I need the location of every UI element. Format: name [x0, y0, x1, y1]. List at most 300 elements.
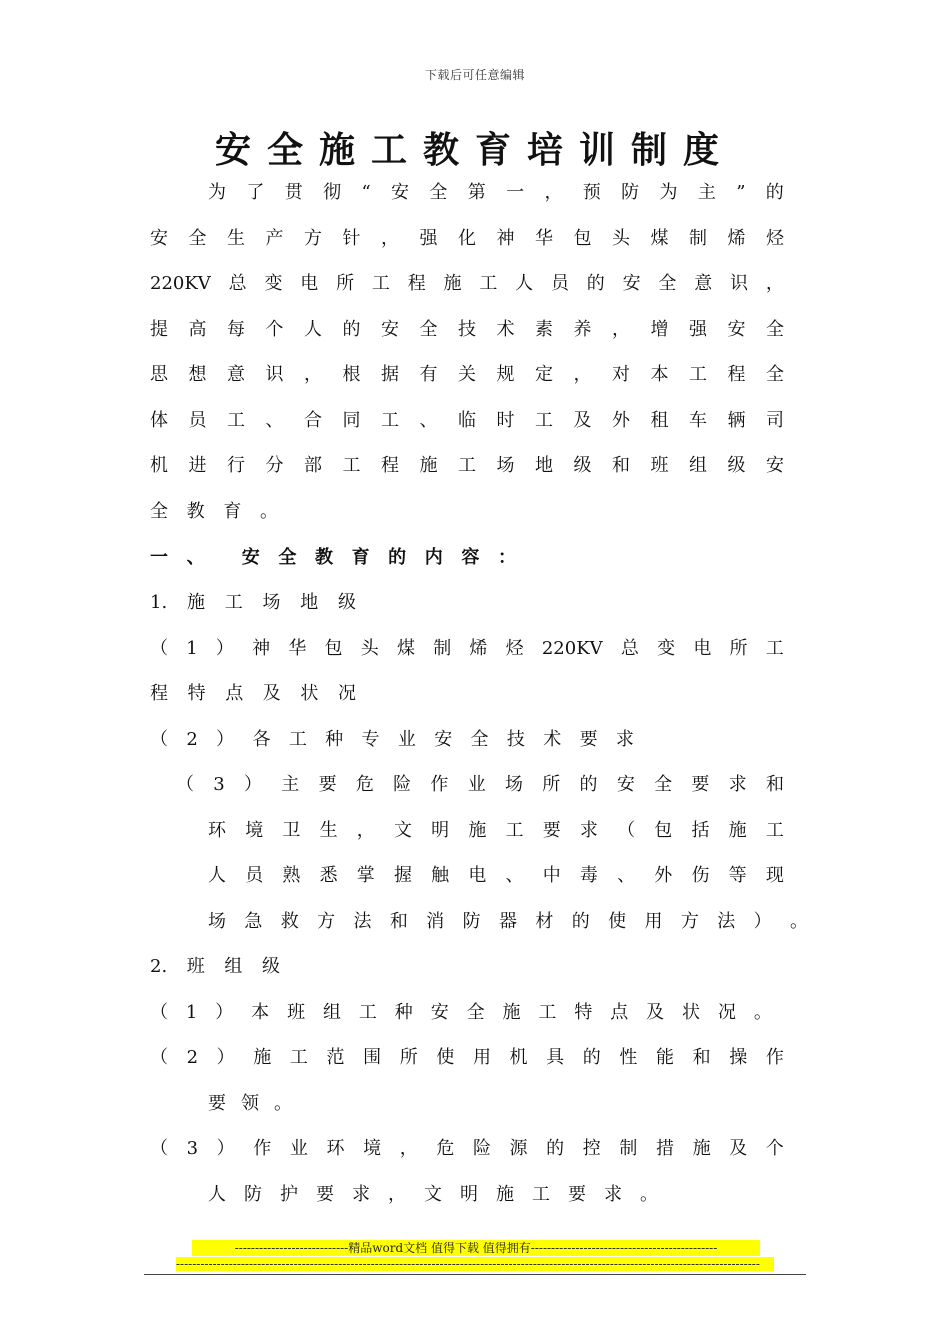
line-glyph: 特 [574, 1002, 593, 1023]
line-glyph: 个 [765, 1138, 784, 1159]
line-glyph: 操 [729, 1047, 748, 1068]
line-glyph: 的 [388, 547, 407, 568]
line-glyph: 高 [188, 319, 207, 340]
body-line [208, 1180, 878, 1210]
line-glyph: 烯 [727, 228, 746, 249]
line-glyph: 对 [612, 364, 630, 385]
line-glyph: 安 [434, 729, 453, 750]
line-glyph: 术 [496, 319, 515, 340]
line-glyph: 种 [325, 729, 344, 750]
body-line [150, 224, 820, 254]
line-glyph: 强 [419, 228, 438, 249]
line-glyph: 方 [304, 228, 322, 249]
line-glyph: 施 [468, 820, 487, 841]
line-glyph: ， [399, 1138, 418, 1159]
line-glyph: 要 [542, 820, 561, 841]
body-line [150, 497, 820, 527]
line-glyph: 和 [612, 455, 630, 476]
line-glyph: 人 [515, 273, 534, 294]
line-glyph: 全 [466, 1002, 485, 1023]
line-glyph: 文 [424, 1184, 442, 1205]
line-glyph: （ [150, 729, 168, 750]
line-glyph: 员 [245, 865, 264, 886]
line-glyph: 教 [314, 547, 333, 568]
line-glyph: 措 [655, 1138, 674, 1159]
line-glyph: 熟 [282, 865, 301, 886]
line-glyph: 安 [381, 319, 399, 340]
line-glyph: 要 [316, 1184, 334, 1205]
footer-dash-line: ------------------------------------------------------------------------------------------------------------------------------------------------ [176, 1257, 774, 1271]
line-glyph: 防 [462, 911, 481, 932]
line-glyph: 施 [253, 1047, 272, 1068]
line-glyph: 组 [689, 455, 707, 476]
line-glyph: 工 [224, 592, 243, 613]
line-glyph: 组 [322, 1002, 341, 1023]
line-glyph: 全 [470, 729, 489, 750]
line-glyph: 掌 [356, 865, 375, 886]
line-glyph: 技 [458, 319, 476, 340]
line-glyph: 施 [186, 592, 205, 613]
line-glyph: 环 [208, 820, 226, 841]
line-glyph: 的 [579, 774, 598, 795]
line-glyph: 华 [288, 638, 307, 659]
line-glyph: 环 [326, 1138, 345, 1159]
body-line [150, 360, 820, 390]
line-glyph: 全 [766, 319, 784, 340]
line-glyph: 生 [319, 820, 338, 841]
line-glyph: 安 [622, 273, 641, 294]
line-glyph: 、 [505, 865, 524, 886]
line-glyph: 2 [186, 1047, 199, 1068]
line-glyph: 变 [264, 273, 283, 294]
line-glyph: 和 [765, 774, 784, 795]
line-glyph: 求 [615, 729, 634, 750]
line-glyph: 育 [223, 501, 242, 522]
line-glyph: 防 [244, 1184, 262, 1205]
line-glyph: 外 [654, 865, 673, 886]
line-glyph: 素 [535, 319, 553, 340]
line-glyph: 作 [765, 1047, 784, 1068]
line-glyph: 所 [729, 638, 748, 659]
line-glyph: 伤 [691, 865, 710, 886]
line-glyph: 2. [150, 956, 168, 977]
line-glyph: 全 [150, 501, 168, 522]
line-glyph: 同 [342, 410, 361, 431]
line-glyph: 想 [188, 364, 207, 385]
line-glyph: 险 [393, 774, 412, 795]
line-glyph: 要 [568, 1184, 586, 1205]
line-glyph: 要 [318, 774, 337, 795]
line-glyph: 烃 [766, 228, 784, 249]
line-glyph: 养 [573, 319, 592, 340]
line-glyph: 控 [582, 1138, 601, 1159]
body-line [150, 588, 820, 618]
line-glyph: 施 [728, 820, 747, 841]
line-glyph: 员 [188, 410, 207, 431]
line-glyph: 根 [342, 364, 361, 385]
line-glyph: 机 [150, 455, 168, 476]
line-glyph: 主 [281, 774, 300, 795]
line-glyph: 工 [538, 1002, 557, 1023]
line-glyph: 毒 [579, 865, 598, 886]
line-glyph: 包 [654, 820, 673, 841]
line-glyph: 境 [363, 1138, 382, 1159]
line-glyph: 工 [288, 729, 307, 750]
line-glyph: 220KV [541, 638, 603, 659]
line-glyph: 器 [499, 911, 517, 932]
line-glyph: 工 [689, 364, 707, 385]
line-glyph: 一 [150, 547, 168, 568]
line-glyph: ） [216, 729, 235, 750]
line-glyph: 作 [430, 774, 449, 795]
line-glyph: 辆 [727, 410, 746, 431]
line-glyph: 源 [509, 1138, 528, 1159]
line-glyph: 神 [252, 638, 271, 659]
line-glyph: 施 [496, 1184, 514, 1205]
line-glyph: 安 [391, 182, 409, 203]
body-line [176, 770, 846, 800]
line-glyph: “ [361, 182, 371, 203]
line-glyph: ， [304, 364, 322, 385]
line-glyph: 每 [227, 319, 245, 340]
line-glyph: 围 [363, 1047, 382, 1068]
line-glyph: 强 [689, 319, 707, 340]
line-glyph: 提 [150, 319, 168, 340]
line-glyph: 头 [360, 638, 379, 659]
line-glyph: 能 [655, 1047, 674, 1068]
line-glyph: 工 [227, 410, 245, 431]
line-glyph: 组 [224, 956, 243, 977]
footer-rule [144, 1274, 806, 1275]
line-glyph: 施 [419, 455, 438, 476]
line-glyph: 专 [361, 729, 380, 750]
body-line [150, 952, 820, 982]
line-glyph: 及 [646, 1002, 665, 1023]
line-glyph: 业 [397, 729, 416, 750]
line-glyph: 程 [381, 455, 399, 476]
line-glyph: （ [150, 1138, 168, 1159]
line-glyph: 、 [419, 410, 438, 431]
body-line [150, 1043, 820, 1073]
line-glyph: 工 [381, 410, 399, 431]
line-glyph: 教 [186, 501, 205, 522]
line-glyph: 作 [253, 1138, 272, 1159]
line-glyph: 工 [458, 455, 476, 476]
line-glyph: 个 [265, 319, 284, 340]
line-glyph: 预 [582, 182, 601, 203]
line-glyph: 安 [430, 1002, 449, 1023]
line-glyph: 全 [419, 319, 438, 340]
line-glyph: 点 [225, 683, 244, 704]
line-glyph: ） [216, 1047, 235, 1068]
line-glyph: 安 [150, 228, 168, 249]
line-glyph: 领 [241, 1093, 259, 1114]
line-glyph: 法 [353, 911, 372, 932]
line-glyph: 。 [640, 1184, 658, 1205]
line-glyph: 员 [550, 273, 569, 294]
line-glyph: 意 [227, 364, 245, 385]
line-glyph: 求 [728, 774, 747, 795]
line-glyph: 的 [586, 273, 605, 294]
line-glyph: ， [356, 820, 375, 841]
line-glyph: 彻 [323, 182, 342, 203]
line-glyph: 制 [689, 228, 707, 249]
line-glyph: 业 [289, 1138, 308, 1159]
line-glyph: 体 [150, 410, 168, 431]
line-glyph: 时 [496, 410, 515, 431]
line-glyph: 使 [436, 1047, 455, 1068]
line-glyph: 电 [468, 865, 487, 886]
body-line [208, 816, 878, 846]
line-glyph: 全 [766, 364, 784, 385]
footer-banner: ----------------------------精品word文档 值得下载 值得拥有---------------------------------------------- [192, 1240, 760, 1256]
line-glyph: 安 [727, 319, 746, 340]
line-glyph: 状 [682, 1002, 701, 1023]
line-glyph: ， [765, 273, 784, 294]
line-glyph: 、 [265, 410, 284, 431]
line-glyph: 神 [496, 228, 515, 249]
line-glyph: ） [215, 1002, 234, 1023]
line-glyph: 求 [352, 1184, 370, 1205]
line-glyph: 人 [304, 319, 322, 340]
line-glyph: 工 [358, 1002, 377, 1023]
line-glyph: 内 [424, 547, 443, 568]
line-glyph: 施 [692, 1138, 711, 1159]
line-glyph: 煤 [650, 228, 669, 249]
line-glyph: 况 [717, 1002, 736, 1023]
line-glyph: （ [176, 774, 194, 795]
line-glyph: 烃 [505, 638, 524, 659]
line-glyph: 育 [351, 547, 370, 568]
body-line [150, 725, 820, 755]
line-glyph: 要 [579, 729, 598, 750]
line-glyph: ， [381, 228, 399, 249]
line-glyph: 危 [355, 774, 374, 795]
line-glyph: 有 [419, 364, 438, 385]
line-glyph: 工 [371, 273, 390, 294]
line-glyph: 文 [393, 820, 412, 841]
line-glyph: （ [150, 1047, 168, 1068]
line-glyph: 场 [208, 911, 226, 932]
line-glyph: 状 [300, 683, 319, 704]
body-line [150, 269, 820, 299]
line-glyph: 握 [393, 865, 412, 886]
line-glyph: 220KV [150, 273, 211, 294]
line-glyph: 种 [394, 1002, 413, 1023]
line-glyph: 。 [790, 911, 808, 932]
line-glyph: （ [617, 820, 636, 841]
line-glyph: 工 [535, 410, 553, 431]
line-glyph: 消 [426, 911, 445, 932]
line-glyph: 的 [571, 911, 590, 932]
line-glyph: 所 [542, 774, 561, 795]
line-glyph: 等 [728, 865, 747, 886]
line-glyph: 包 [324, 638, 343, 659]
line-glyph: 材 [535, 911, 554, 932]
line-glyph: 人 [208, 865, 226, 886]
line-glyph: 的 [342, 319, 361, 340]
line-glyph: 临 [458, 410, 476, 431]
line-glyph: 点 [610, 1002, 629, 1023]
line-glyph: ， [544, 182, 563, 203]
line-glyph: 1 [186, 638, 198, 659]
line-glyph: 华 [535, 228, 553, 249]
line-glyph: 技 [506, 729, 525, 750]
line-glyph: 的 [546, 1138, 565, 1159]
line-glyph: 本 [251, 1002, 270, 1023]
line-glyph: 安 [766, 455, 784, 476]
line-glyph: 施 [502, 1002, 521, 1023]
line-glyph: 方 [317, 911, 336, 932]
body-line [208, 1089, 878, 1119]
line-glyph: 级 [261, 956, 280, 977]
line-glyph: 施 [443, 273, 462, 294]
line-glyph: 贯 [284, 182, 303, 203]
line-glyph: 及 [573, 410, 592, 431]
body-line [208, 178, 878, 208]
line-glyph: 险 [472, 1138, 491, 1159]
line-glyph: 司 [766, 410, 784, 431]
line-glyph: 化 [458, 228, 476, 249]
line-glyph: 业 [467, 774, 486, 795]
line-glyph: 方 [680, 911, 699, 932]
line-glyph: 级 [727, 455, 746, 476]
line-glyph: 本 [650, 364, 669, 385]
line-glyph: 思 [150, 364, 168, 385]
line-glyph: 1 [185, 1002, 198, 1023]
line-glyph: 要 [208, 1093, 226, 1114]
line-glyph: 工 [765, 820, 784, 841]
line-glyph: 规 [496, 364, 515, 385]
line-glyph: 。 [259, 501, 278, 522]
line-glyph: 容 [461, 547, 480, 568]
line-glyph: 术 [543, 729, 562, 750]
line-glyph: 电 [693, 638, 712, 659]
line-glyph: 生 [227, 228, 245, 249]
line-glyph: 工 [289, 1047, 308, 1068]
body-line [150, 1134, 820, 1164]
line-glyph: （ [150, 1002, 168, 1023]
line-glyph: ） [753, 911, 772, 932]
line-glyph: 总 [228, 273, 247, 294]
line-glyph: 特 [187, 683, 206, 704]
line-glyph: 识 [265, 364, 284, 385]
line-glyph: 识 [730, 273, 748, 294]
body-line [208, 907, 878, 937]
line-glyph: ： [497, 547, 516, 568]
line-glyph: 性 [619, 1047, 638, 1068]
line-glyph: 各 [252, 729, 271, 750]
line-glyph: 班 [287, 1002, 306, 1023]
body-line [150, 451, 820, 481]
line-glyph: 场 [504, 774, 523, 795]
line-glyph: 中 [542, 865, 561, 886]
line-glyph: 机 [509, 1047, 528, 1068]
body-line [208, 861, 878, 891]
line-glyph: 救 [280, 911, 299, 932]
line-glyph: 全 [188, 228, 207, 249]
line-glyph: 产 [265, 228, 284, 249]
line-glyph: 、 [186, 547, 205, 568]
line-glyph: 外 [612, 410, 630, 431]
line-glyph: ， [612, 319, 630, 340]
body-line [150, 998, 820, 1028]
line-glyph: 分 [265, 455, 284, 476]
line-glyph: 和 [692, 1047, 711, 1068]
line-glyph: （ [150, 638, 168, 659]
line-glyph: 1. [150, 592, 168, 613]
line-glyph: 悉 [319, 865, 338, 886]
line-glyph: 关 [458, 364, 476, 385]
line-glyph: 针 [342, 228, 361, 249]
line-glyph: 班 [650, 455, 669, 476]
line-glyph: 明 [431, 820, 450, 841]
line-glyph: 班 [186, 956, 205, 977]
line-glyph: 主 [697, 182, 716, 203]
header-note: 下载后可任意编辑 [424, 68, 525, 82]
line-glyph: 进 [188, 455, 207, 476]
line-glyph: 为 [659, 182, 678, 203]
line-glyph: 境 [245, 820, 264, 841]
line-glyph: 级 [337, 592, 356, 613]
line-glyph: 3 [213, 774, 225, 795]
line-glyph: 制 [619, 1138, 638, 1159]
line-glyph: 求 [579, 820, 598, 841]
line-glyph: 护 [280, 1184, 298, 1205]
line-glyph: 包 [573, 228, 592, 249]
line-glyph: 工 [505, 820, 524, 841]
line-glyph: 了 [246, 182, 265, 203]
line-glyph: 使 [608, 911, 627, 932]
line-glyph: 括 [691, 820, 710, 841]
line-glyph: 租 [650, 410, 669, 431]
line-glyph: 程 [407, 273, 426, 294]
line-glyph: 定 [535, 364, 553, 385]
line-glyph: 安 [241, 547, 260, 568]
line-glyph: 现 [765, 865, 784, 886]
line-glyph: 车 [689, 410, 707, 431]
line-glyph: 触 [431, 865, 450, 886]
line-glyph: 全 [654, 774, 673, 795]
line-glyph: 头 [612, 228, 630, 249]
line-glyph: 据 [381, 364, 399, 385]
line-glyph: 一 [506, 182, 525, 203]
line-glyph: 全 [658, 273, 677, 294]
document-title: 安全施工教育培训制度 [214, 130, 735, 171]
line-glyph: 3 [186, 1138, 199, 1159]
line-glyph: 场 [496, 455, 515, 476]
line-glyph: 明 [460, 1184, 478, 1205]
line-glyph: 煤 [396, 638, 415, 659]
line-glyph: ， [573, 364, 592, 385]
body-line [150, 634, 820, 664]
line-glyph: ， [388, 1184, 406, 1205]
line-glyph: 况 [337, 683, 356, 704]
line-glyph: 场 [262, 592, 281, 613]
line-glyph: 程 [150, 683, 168, 704]
line-glyph: 工 [342, 455, 361, 476]
line-glyph: 合 [304, 410, 322, 431]
line-glyph: ） [244, 774, 263, 795]
line-glyph: 全 [429, 182, 448, 203]
line-glyph: 的 [765, 182, 784, 203]
line-glyph: 要 [691, 774, 710, 795]
line-glyph: 烯 [469, 638, 488, 659]
line-glyph: 人 [208, 1184, 226, 1205]
line-glyph: 所 [336, 273, 355, 294]
line-glyph: 、 [617, 865, 636, 886]
line-glyph: ” [736, 182, 746, 203]
